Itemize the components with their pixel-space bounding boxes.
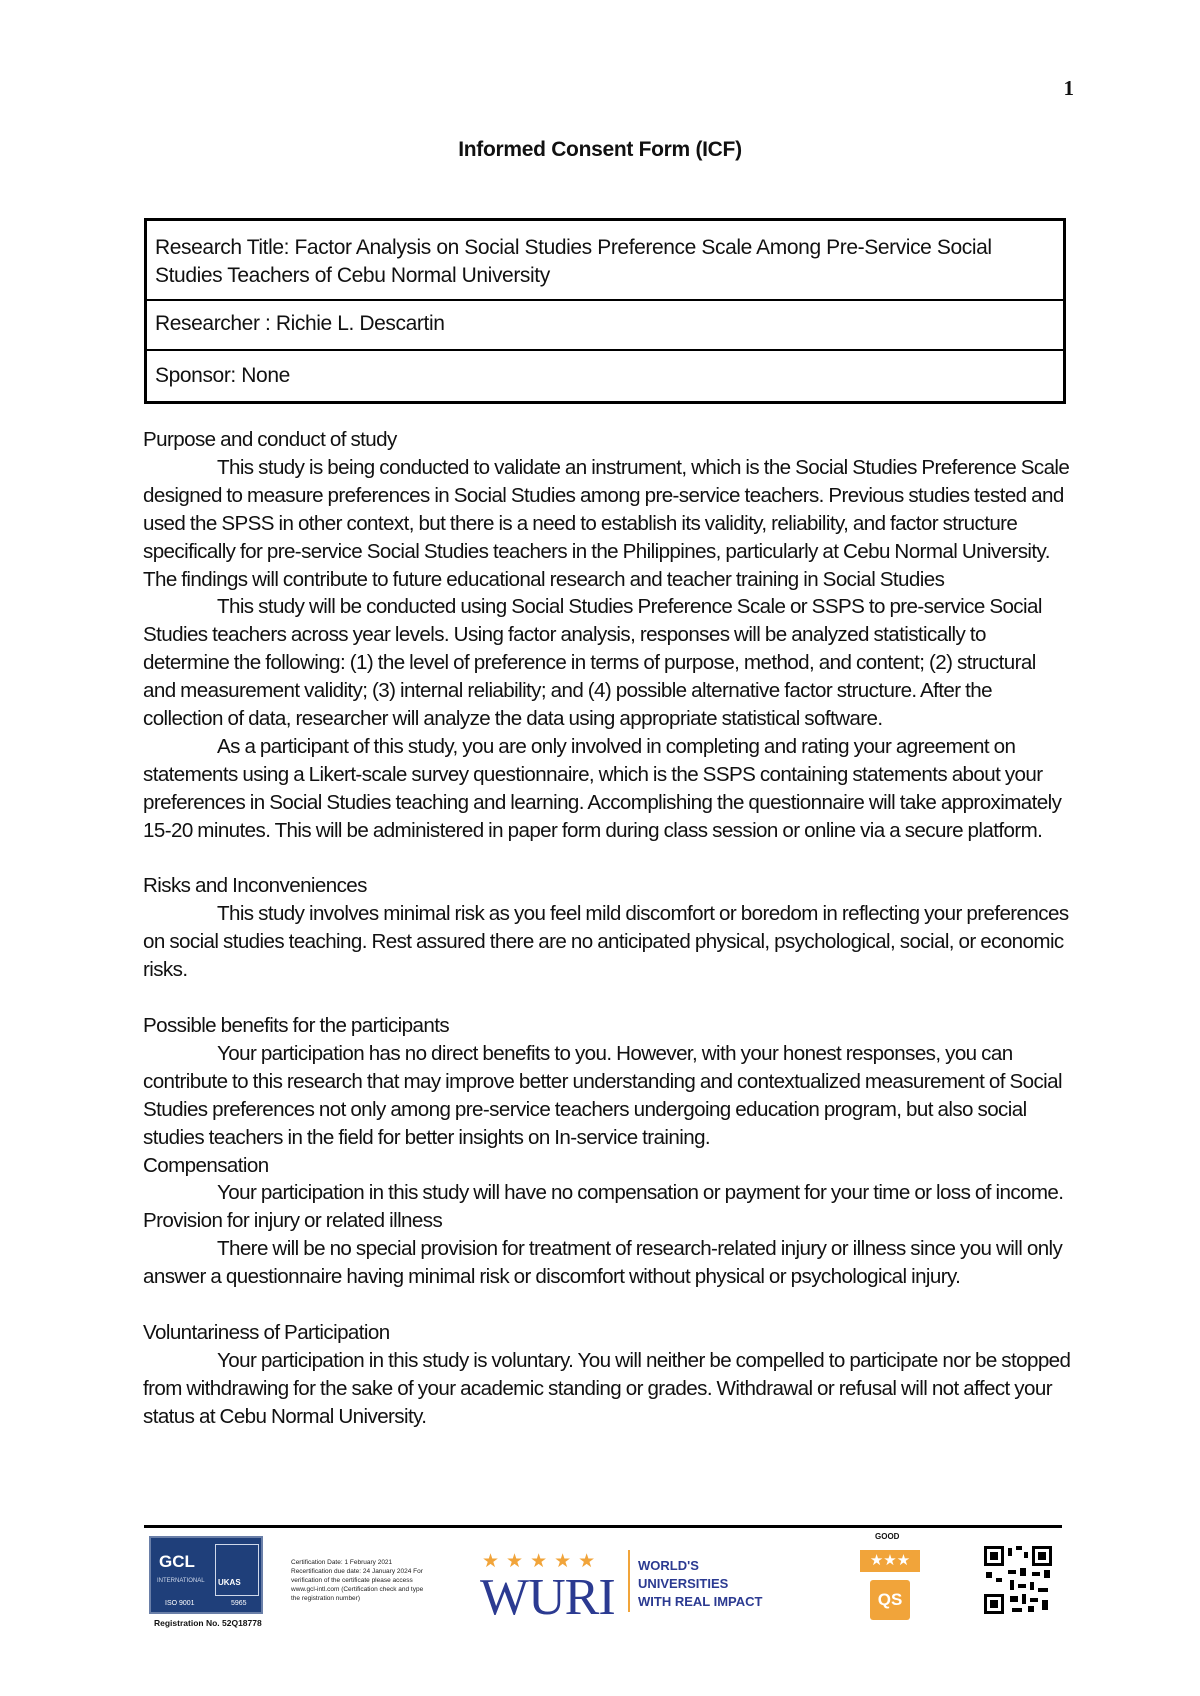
paragraph-voluntariness: Your participation in this study is voluntary. You will neither be compelled to participate nor be stopped from withdrawing for the sake of your academic standing or grades. Withdrawal or refusal will not affect your status at Cebu Normal University.	[143, 1348, 1071, 1428]
researcher-name: Researcher : Richie L. Descartin	[147, 301, 1063, 351]
ukas-crown-icon	[215, 1544, 259, 1596]
section-heading-compensation: Compensation	[143, 1153, 269, 1177]
paragraph-benefits: Your participation has no direct benefits to you. However, with your honest responses, you can contribute to this research that may improve better understanding and contextualized measurement of Social Studies preferences not only among pre-service teachers undergoing education program, but also social studies teachers in the field for better insights on In-service training.	[143, 1041, 1062, 1149]
paragraph-injury: There will be no special provision for treatment of research-related injury or illness since you will only answer a questionnaire having minimal risk or discomfort without physical or psychological injury.	[143, 1237, 1063, 1289]
wuri-divider	[628, 1550, 630, 1612]
footer-divider	[144, 1525, 1062, 1528]
gcl-logo-text: GCL	[159, 1552, 195, 1571]
wuri-tagline-line-2: UNIVERSITIES	[638, 1576, 729, 1591]
research-info-table	[144, 218, 1066, 404]
section-heading-injury: Provision for injury or related illness	[143, 1209, 443, 1233]
qr-code-icon	[982, 1544, 1054, 1616]
ukas-logo-text: UKAS	[218, 1578, 241, 1587]
wuri-tagline	[638, 1557, 762, 1611]
consent-body	[143, 426, 1071, 1431]
paragraph-purpose-2: This study will be conducted using Social Studies Preference Scale or SSPS to pre-service Social Studies teachers across year levels. Using factor analysis, responses will be analyzed statistically to determine the following: (1) the level of preference in terms of purpose, method, and content; (2) structural and measurement validity; (3) internal reliability; and (4) possible alternative factor structure. After the collection of data, researcher will analyze the data using appropriate statistical software.	[143, 595, 1042, 731]
gcl-ukas-logo	[149, 1536, 263, 1614]
ukas-number: 5965	[231, 1600, 247, 1607]
section-heading-voluntariness: Voluntariness of Participation	[143, 1320, 390, 1344]
wuri-tagline-line-3: WITH REAL IMPACT	[638, 1594, 763, 1609]
certification-details: Certification Date: 1 February 2021 Recertification due date: 24 January 2024 For verification of the certificate please access www.gcl-intl.com (Certification check and type the registration number)	[291, 1559, 424, 1602]
qs-rating-label: GOOD	[875, 1532, 900, 1541]
section-heading-benefits: Possible benefits for the participants	[143, 1014, 450, 1037]
iso-standard: ISO 9001	[165, 1600, 195, 1607]
footer	[144, 1530, 1062, 1650]
qs-stars-icon: ★★★	[860, 1550, 920, 1572]
registration-number: Registration No. 52Q18778	[154, 1618, 262, 1628]
wuri-logo: WURI	[480, 1569, 615, 1626]
sponsor: Sponsor: None	[155, 364, 290, 387]
wuri-stars-icon: ★★★★★	[482, 1551, 603, 1572]
form-title: Informed Consent Form (ICF)	[458, 138, 742, 161]
paragraph-purpose-3: As a participant of this study, you are only involved in completing and rating your agreement on statements using a Likert-scale survey questionnaire, which is the SSPS containing statements about your preferences in Social Studies teaching and learning. Accomplishing the questionnaire will take approximately 15-20 minutes. This will be administered in paper form during class session or online via a secure platform.	[143, 734, 1062, 842]
paragraph-purpose-1: This study is being conducted to validate an instrument, which is the Social Studies Preference Scale designed to measure preferences in Social Studies among pre-service teachers. Previous studies tested and used the SPSS in other context, but there is a need to establish its validity, reliability, and factor structure specifically for pre-service Social Studies teachers in the Philippines, particularly at Cebu Normal University. The findings will contribute to future educational research and teacher training in Social Studies	[143, 455, 1070, 591]
qs-logo: QS	[870, 1580, 910, 1620]
research-title: Research Title: Factor Analysis on Social Studies Preference Scale Among Pre-Service Social Studies Teachers of Cebu Normal University	[147, 221, 1063, 301]
wuri-tagline-line-1: WORLD'S	[638, 1558, 699, 1573]
paragraph-risks: This study involves minimal risk as you feel mild discomfort or boredom in reflecting your preferences on social studies teaching. Rest assured there are no anticipated physical, psychological, social, or economic risks.	[143, 902, 1069, 982]
paragraph-compensation: Your participation in this study will have no compensation or payment for your time or loss of income.	[217, 1181, 1064, 1205]
section-heading-risks: Risks and Inconveniences	[143, 874, 367, 898]
section-heading-purpose: Purpose and conduct of study	[143, 428, 397, 451]
page-number: 1	[1063, 76, 1074, 100]
gcl-logo-subtext: INTERNATIONAL	[157, 1578, 205, 1584]
